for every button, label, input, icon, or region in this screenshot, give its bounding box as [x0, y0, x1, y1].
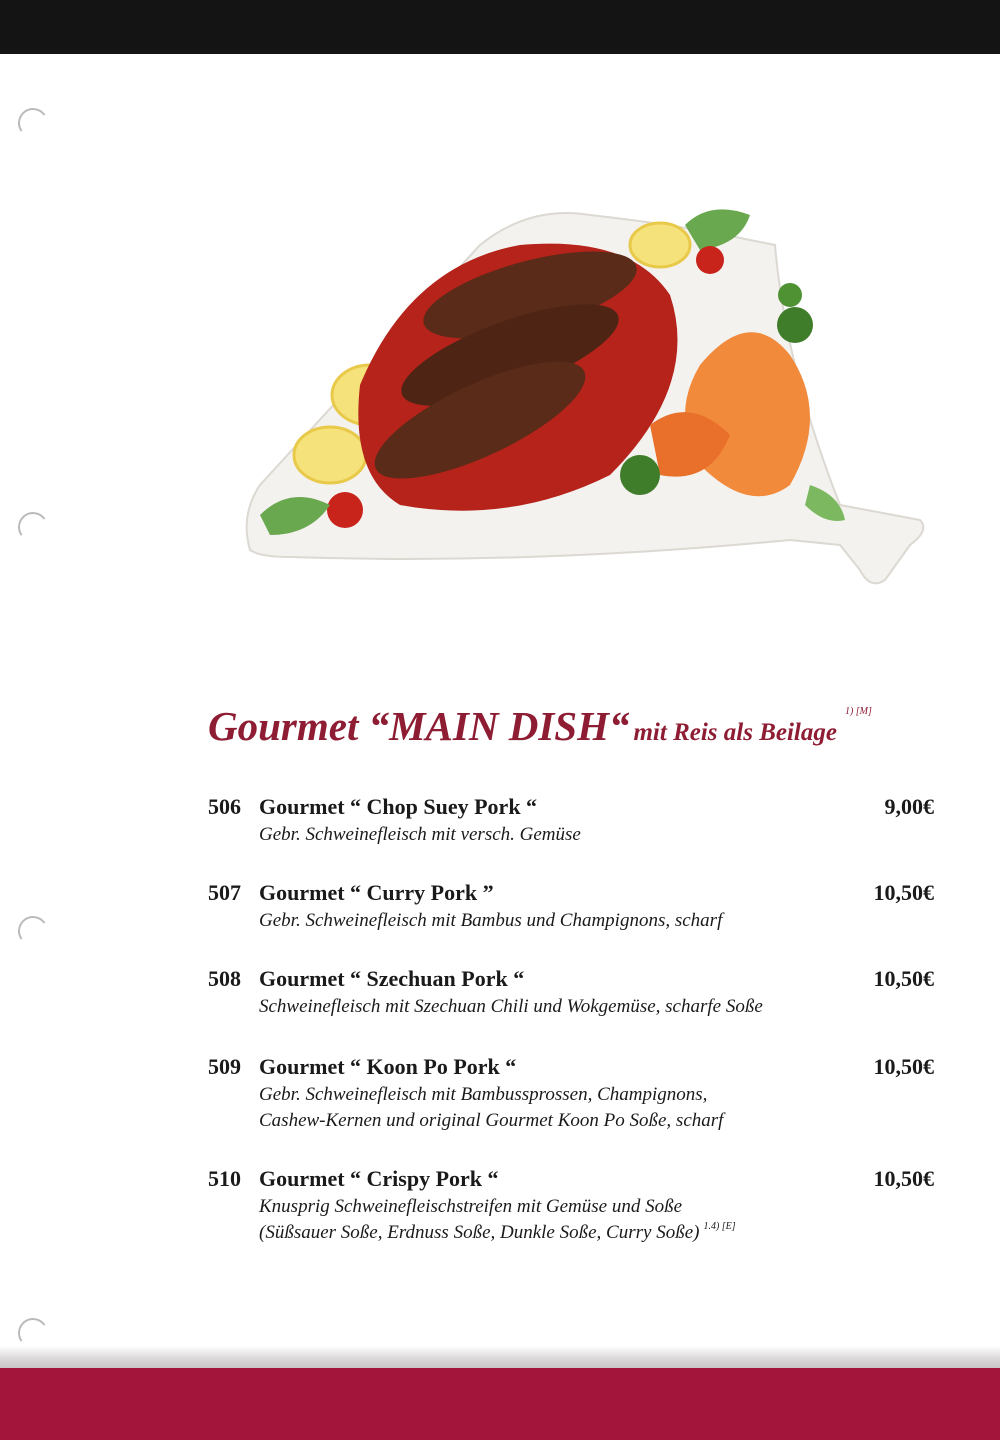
dish-photo — [230, 185, 950, 595]
item-description-line: (Süßsauer Soße, Erdnuss Soße, Dunkle Soße, Curry Soße) — [259, 1222, 700, 1243]
item-number: 507 — [208, 880, 241, 905]
allergen-note: 1.4) [E] — [703, 1221, 736, 1232]
item-name: Gourmet “ Chop Suey Pork “ — [259, 794, 538, 819]
section-title-sub: mit Reis als Beilage — [633, 719, 837, 746]
menu-item — [208, 966, 934, 1020]
binder-hole — [16, 510, 51, 545]
binder-hole — [16, 106, 51, 141]
menu-item — [208, 880, 934, 934]
footer-bar — [0, 1368, 1000, 1440]
item-name: Gourmet “ Crispy Pork “ — [259, 1166, 499, 1191]
allergen-note: 1) [M] — [844, 706, 872, 717]
menu-item — [208, 1166, 934, 1249]
binder-hole — [16, 914, 51, 949]
section-title-main: Gourmet “MAIN DISH“ — [208, 703, 630, 749]
item-description: Gebr. Schweinefleisch mit Bambussprossen, Champignons, — [259, 1084, 708, 1105]
footer-shadow — [0, 1346, 1000, 1368]
item-name: Gourmet “ Curry Pork ” — [259, 880, 494, 905]
menu-item — [208, 794, 934, 848]
item-description: Cashew-Kernen und original Gourmet Koon Po Soße, scharf — [259, 1110, 724, 1131]
item-number: 509 — [208, 1054, 241, 1079]
top-bar — [0, 0, 1000, 54]
item-number: 510 — [208, 1166, 241, 1191]
item-price: 10,50€ — [873, 880, 934, 905]
item-price: 10,50€ — [873, 1166, 934, 1191]
menu-item — [208, 1054, 934, 1134]
item-description: Gebr. Schweinefleisch mit Bambus und Champignons, scharf — [259, 910, 723, 931]
item-description: Gebr. Schweinefleisch mit versch. Gemüse — [259, 824, 581, 845]
item-description: Schweinefleisch mit Szechuan Chili und Wokgemüse, scharfe Soße — [259, 996, 763, 1017]
item-name: Gourmet “ Szechuan Pork “ — [259, 966, 525, 991]
item-description: Knusprig Schweinefleischstreifen mit Gemüse und Soße — [259, 1196, 683, 1217]
item-price: 10,50€ — [873, 1054, 934, 1079]
item-price: 10,50€ — [873, 966, 934, 991]
item-name: Gourmet “ Koon Po Pork “ — [259, 1054, 517, 1079]
item-number: 506 — [208, 794, 241, 819]
item-price: 9,00€ — [884, 794, 934, 819]
section-title — [208, 702, 968, 750]
item-number: 508 — [208, 966, 241, 991]
item-description — [259, 1220, 934, 1249]
